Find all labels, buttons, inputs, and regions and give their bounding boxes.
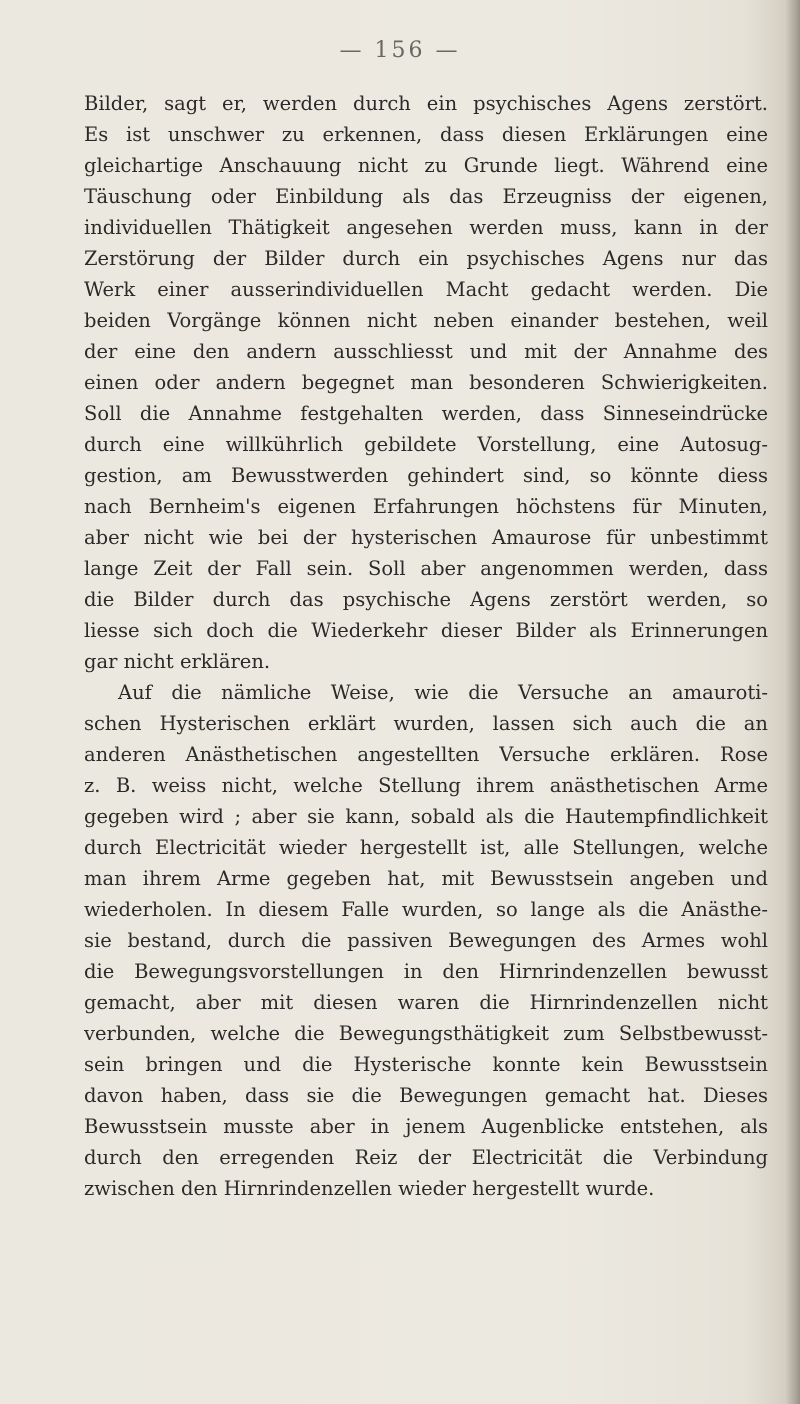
text-line-27: wiederholen. In diesem Falle wurden, so lange als die Anästhe- [84,898,768,921]
text-line-15: aber nicht wie bei der hysterischen Amaurose für unbestimmt [84,526,768,549]
text-line-35: durch den erregenden Reiz der Electricität die Verbindung [84,1146,768,1169]
text-line-25: durch Electricität wieder hergestellt ist, alle Stellungen, welche [84,836,768,859]
text-line-31: verbunden, welche die Bewegungsthätigkeit zum Selbstbewusst- [84,1022,768,1045]
text-line-28: sie bestand, durch die passiven Bewegungen des Armes wohl [84,929,768,952]
text-line-9: der eine den andern ausschliesst und mit der Annahme des [84,340,768,363]
text-line-23: z. B. weiss nicht, welche Stellung ihrem anästhetischen Arme [84,774,768,797]
text-line-5: individuellen Thätigkeit angesehen werden muss, kann in der [84,216,768,239]
text-line-34: Bewusstsein musste aber in jenem Augenblicke entstehen, als [84,1115,768,1138]
text-line-36: zwischen den Hirnrindenzellen wieder hergestellt wurde. [84,1177,655,1200]
text-line-30: gemacht, aber mit diesen waren die Hirnrindenzellen nicht [84,991,768,1014]
text-line-6: Zerstörung der Bilder durch ein psychisches Agens nur das [84,247,768,270]
text-line-11: Soll die Annahme festgehalten werden, dass Sinneseindrücke [84,402,768,425]
text-line-19: gar nicht erklären. [84,650,271,673]
body-text [84,88,768,1204]
text-line-12: durch eine willkührlich gebildete Vorstellung, eine Autosug- [84,433,768,456]
text-line-22: anderen Anästhetischen angestellten Versuche erklären. Rose [84,743,768,766]
text-line-1: Bilder, sagt er, werden durch ein psychisches Agens zerstört. [84,92,768,115]
page-number: — 156 — [339,38,461,63]
text-line-18: liesse sich doch die Wiederkehr dieser Bilder als Erinnerungen [84,619,768,642]
text-line-17: die Bilder durch das psychische Agens zerstört werden, so [84,588,768,611]
text-line-21: schen Hysterischen erklärt wurden, lassen sich auch die an [84,712,768,735]
text-line-7: Werk einer ausserindividuellen Macht gedacht werden. Die [84,278,768,301]
text-line-2: Es ist unschwer zu erkennen, dass diesen Erklärungen eine [84,123,768,146]
text-line-32: sein bringen und die Hysterische konnte kein Bewusstsein [84,1053,768,1076]
text-line-24: gegeben wird ; aber sie kann, sobald als die Hautempfindlichkeit [84,805,768,828]
text-line-29: die Bewegungsvorstellungen in den Hirnrindenzellen bewusst [84,960,768,983]
text-line-4: Täuschung oder Einbildung als das Erzeugniss der eigenen, [84,185,768,208]
text-line-8: beiden Vorgänge können nicht neben einander bestehen, weil [84,309,768,332]
text-line-26: man ihrem Arme gegeben hat, mit Bewusstsein angeben und [84,867,768,890]
text-line-16: lange Zeit der Fall sein. Soll aber angenommen werden, dass [84,557,768,580]
text-line-20: Auf die nämliche Weise, wie die Versuche an amauroti- [118,681,768,704]
text-line-3: gleichartige Anschauung nicht zu Grunde liegt. Während eine [84,154,768,177]
text-line-14: nach Bernheim's eigenen Erfahrungen höchstens für Minuten, [84,495,768,518]
text-line-13: gestion, am Bewusstwerden gehindert sind, so könnte diess [84,464,768,487]
text-line-33: davon haben, dass sie die Bewegungen gemacht hat. Dieses [84,1084,768,1107]
text-line-10: einen oder andern begegnet man besonderen Schwierigkeiten. [84,371,768,394]
page-edge-shadow [786,0,800,1404]
